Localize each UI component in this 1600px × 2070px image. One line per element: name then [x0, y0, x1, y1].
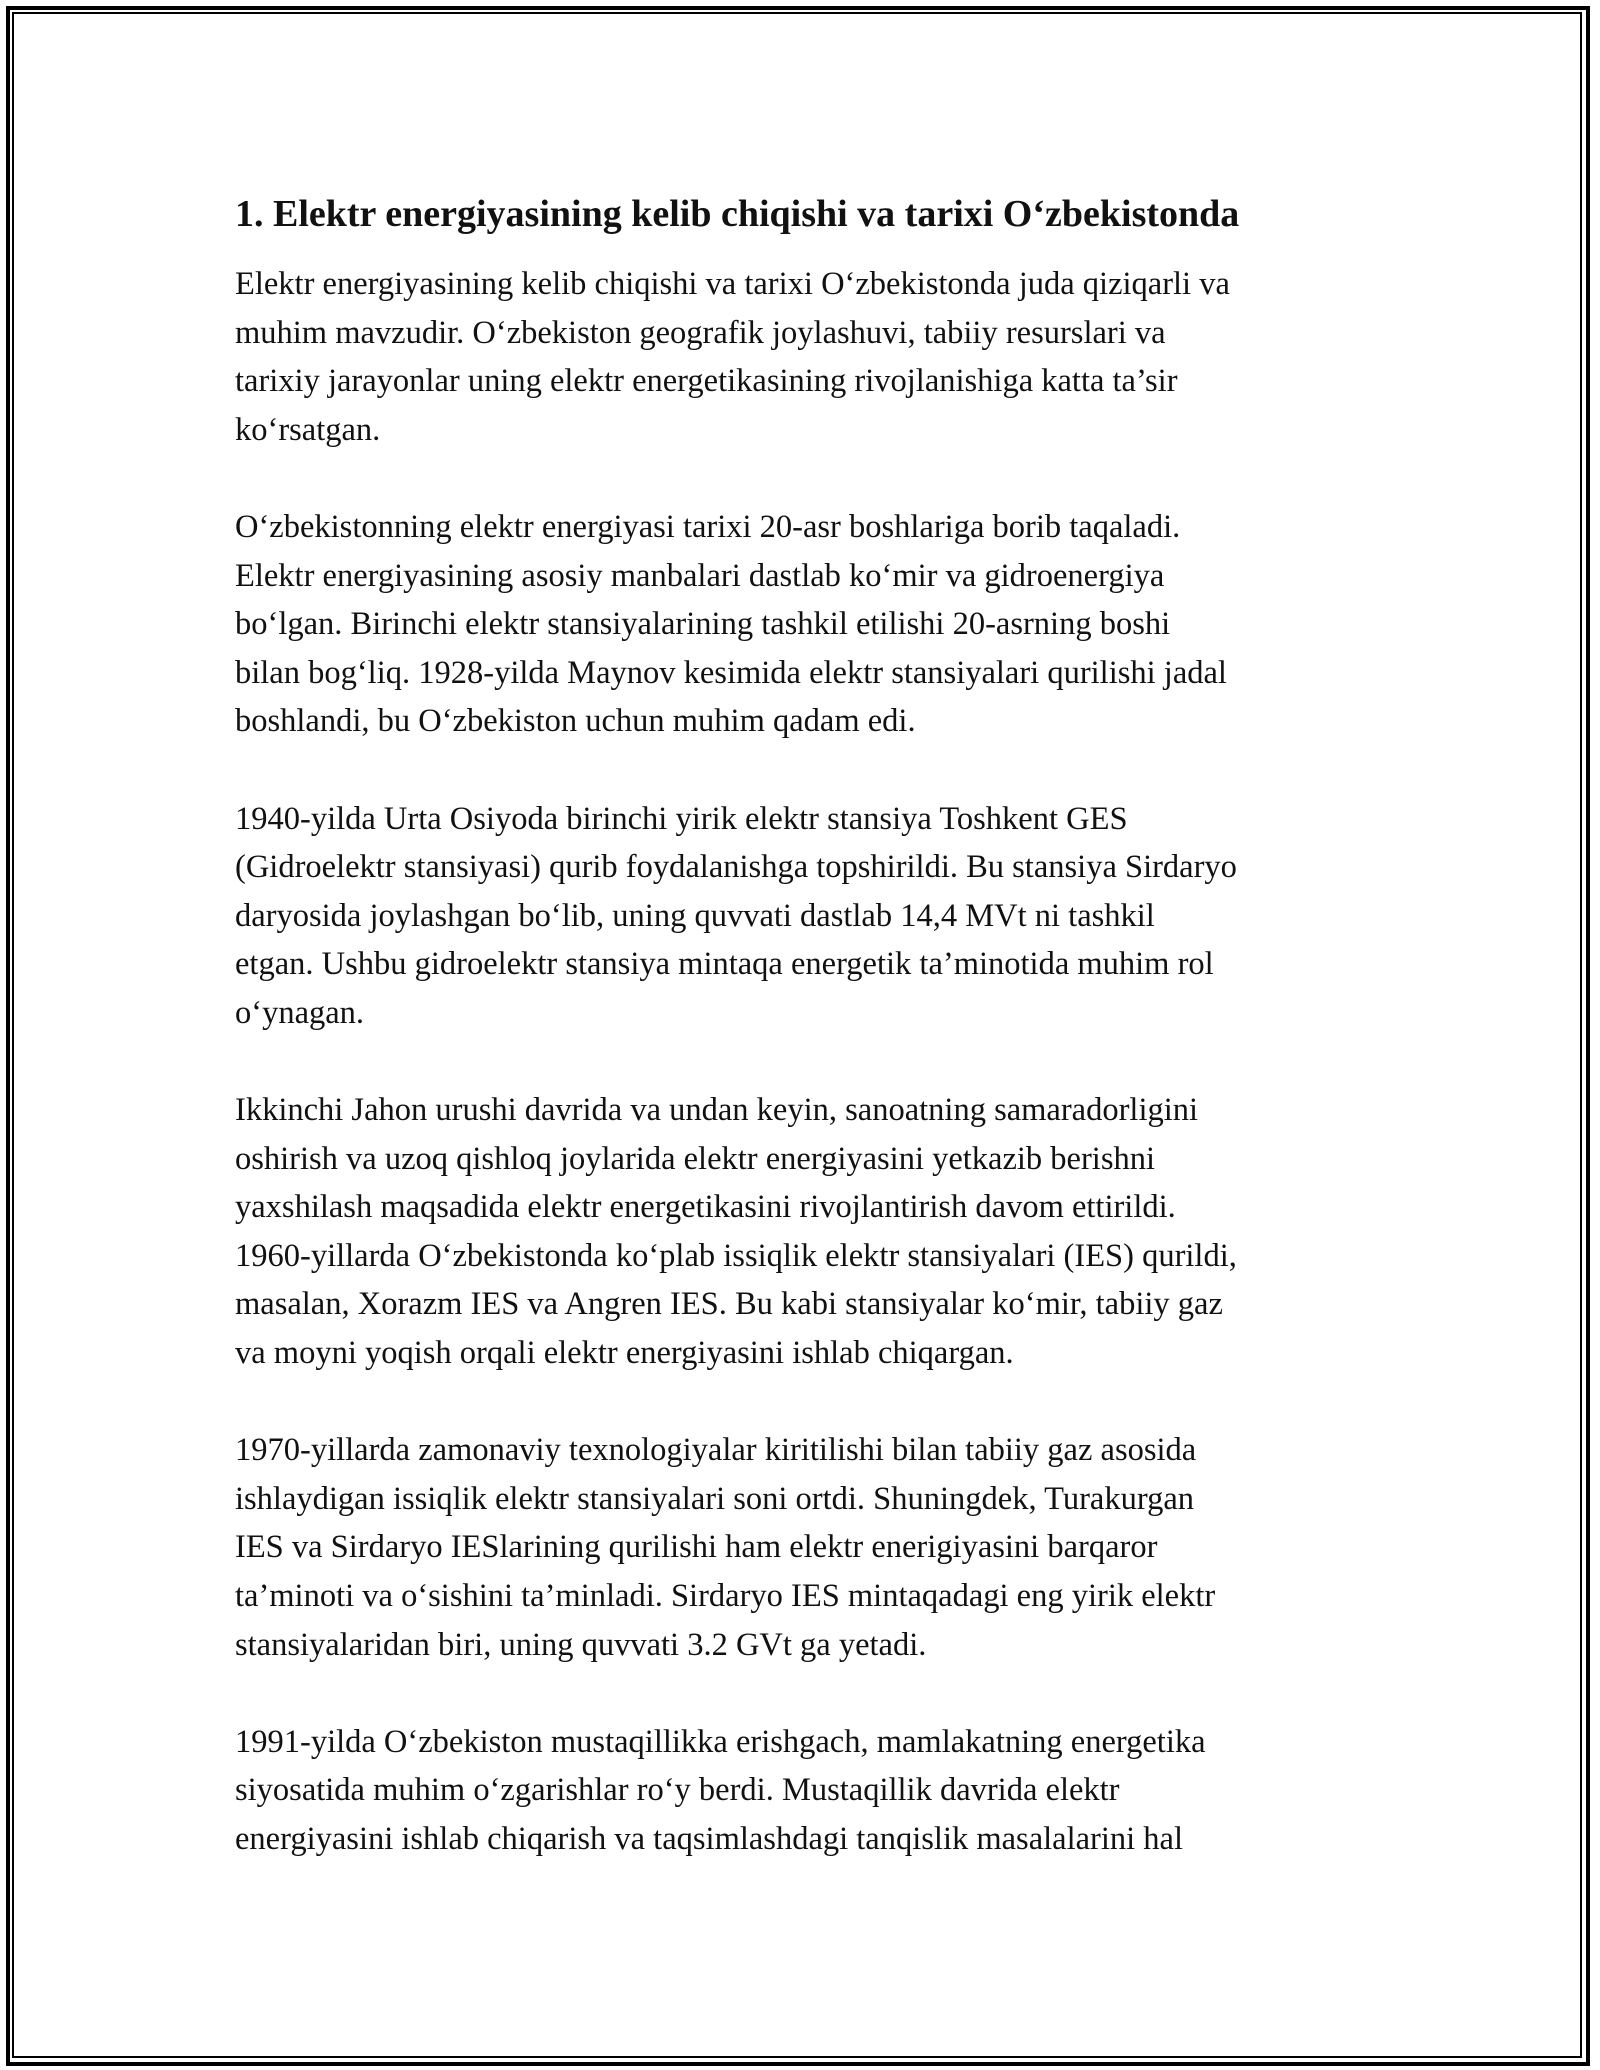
paragraph-1940-toshkent-ges: [235, 795, 1375, 1038]
text-line: va moyni yoqish orqali elektr energiyasini ishlab chiqargan.: [235, 1335, 1014, 1372]
text-line: 1970-yillarda zamonaviy texnologiyalar kiritilishi bilan tabiiy gaz asosida: [235, 1432, 1197, 1469]
text-line: oshirish va uzoq qishloq joylarida elektr energiyasini yetkazib berishni: [235, 1140, 1156, 1177]
text-line: Elektr energiyasining asosiy manbalari dastlab ko‘mir va gidroenergiya: [235, 557, 1165, 594]
text-line: ishlaydigan issiqlik elektr stansiyalari soni ortdi. Shuningdek, Turakurgan: [235, 1480, 1194, 1517]
document-body: [235, 186, 1375, 1912]
text-line: daryosida joylashgan bo‘lib, uning quvvati dastlab 14,4 MVt ni tashkil: [235, 897, 1155, 934]
text-line: muhim mavzudir. O‘zbekiston geografik joylashuvi, tabiiy resurslari va: [235, 314, 1166, 351]
text-line: stansiyalaridan biri, uning quvvati 3.2 GVt ga yetadi.: [235, 1626, 927, 1663]
text-line: siyosatida muhim o‘zgarishlar ro‘y berdi. Mustaqillik davrida elektr: [235, 1772, 1120, 1809]
text-line: o‘ynagan.: [235, 994, 365, 1031]
section-heading: 1. Elektr energiyasining kelib chiqishi va tarixi O‘zbekistonda: [235, 193, 1240, 235]
text-line: bilan bog‘liq. 1928-yilda Maynov kesimida elektr stansiyalari qurilishi jadal: [235, 654, 1227, 691]
text-line: etgan. Ushbu gidroelektr stansiya mintaqa energetik ta’minotida muhim rol: [235, 946, 1214, 983]
paragraph-early-history: [235, 503, 1375, 746]
paragraph-intro: [235, 260, 1375, 454]
text-line: bo‘lgan. Birinchi elektr stansiyalarining tashkil etilishi 20-asrning boshi: [235, 606, 1171, 643]
text-line: IES va Sirdaryo IESlarining qurilishi ham elektr enerigiyasini barqaror: [235, 1529, 1158, 1566]
paragraph-1970s: [235, 1426, 1375, 1669]
paragraph-independence: [235, 1718, 1375, 1864]
text-line: Ikkinchi Jahon urushi davrida va undan keyin, sanoatning samaradorligini: [235, 1092, 1199, 1129]
text-line: 1960-yillarda O‘zbekistonda ko‘plab issiqlik elektr stansiyalari (IES) qurildi,: [235, 1237, 1237, 1274]
text-line: tarixiy jarayonlar uning elektr energetikasining rivojlanishiga katta ta’sir: [235, 363, 1178, 400]
text-line: O‘zbekistonning elektr energiyasi tarixi 20-asr boshlariga borib taqaladi.: [235, 508, 1181, 545]
paragraph-wwii-1960s: [235, 1086, 1375, 1378]
text-line: (Gidroelektr stansiyasi) qurib foydalanishga topshirildi. Bu stansiya Sirdaryo: [235, 849, 1237, 886]
text-line: boshlandi, bu O‘zbekiston uchun muhim qadam edi.: [235, 703, 916, 740]
text-line: 1991-yilda O‘zbekiston mustaqillikka erishgach, mamlakatning energetika: [235, 1723, 1206, 1760]
text-line: ko‘rsatgan.: [235, 411, 381, 448]
text-line: 1940-yilda Urta Osiyoda birinchi yirik elektr stansiya Toshkent GES: [235, 800, 1128, 837]
text-line: Elektr energiyasining kelib chiqishi va tarixi O‘zbekistonda juda qiziqarli va: [235, 266, 1230, 302]
text-line: energiyasini ishlab chiqarish va taqsimlashdagi tanqislik masalalarini hal: [235, 1821, 1183, 1857]
text-line: ta’minoti va o‘sishini ta’minladi. Sirdaryo IES mintaqadagi eng yirik elektr: [235, 1578, 1216, 1615]
text-line: yaxshilash maqsadida elektr energetikasini rivojlantirish davom ettirildi.: [235, 1189, 1176, 1226]
text-line: masalan, Xorazm IES va Angren IES. Bu kabi stansiyalar ko‘mir, tabiiy gaz: [235, 1286, 1223, 1323]
